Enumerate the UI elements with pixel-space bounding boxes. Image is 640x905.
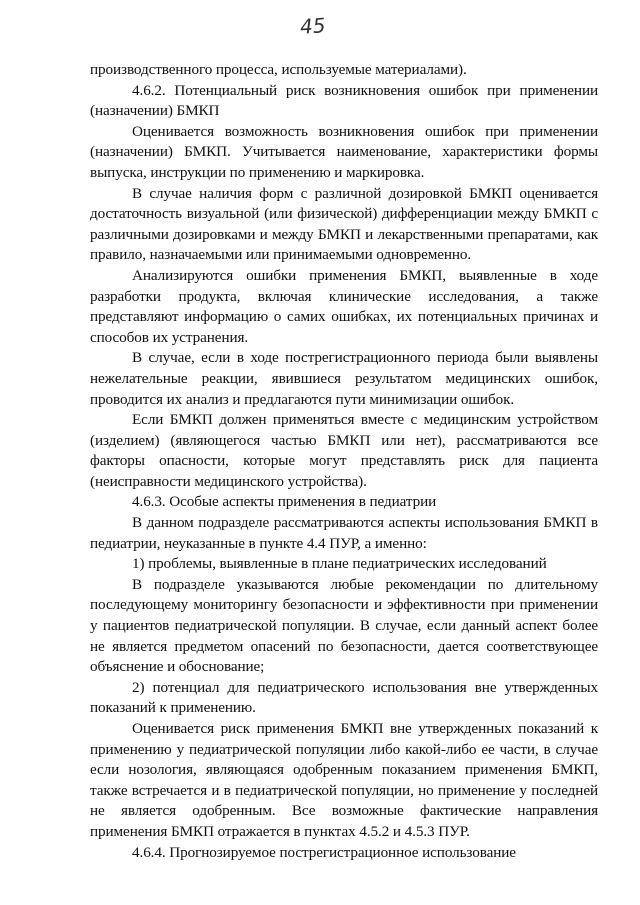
paragraph: Анализируются ошибки применения БМКП, выявленные в ходе разработки продукта, включая клинические исследования, а также представляют информацию о самих ошибках, их потенциальных причинах и способов их устранения. (90, 266, 598, 346)
paragraph: В случае, если в ходе пострегистрационного периода были выявлены нежелательные реакции, явившиеся результатом медицинских ошибок, проводится их анализ и предлагаются пути минимизации ошибок. (90, 349, 598, 408)
paragraph: Если БМКП должен применяться вместе с медицинским устройством (изделием) (являющегося частью БМКП или нет), рассматриваются все факторы опасности, которые могут представлять риск для пациента (неисправности медицинского устройства). (90, 411, 598, 490)
paragraph: В подразделе указываются любые рекомендации по длительному последующему мониторингу безопасности и эффективности при применении у пациентов педиатрической популяции. В случае, если данный аспект более не является предметом опасений по безопасности, дается соответствующее объяснение и обоснование; (90, 575, 598, 676)
section-heading: 4.6.2. Потенциальный риск возникновения ошибок при применении (назначении) БМКП (90, 81, 598, 120)
document-body (90, 60, 598, 863)
paragraph: Оценивается возможность возникновения ошибок при применении (назначении) БМКП. Учитывается наименование, характеристики формы выпуска, инструкции по применению и маркировка. (90, 122, 598, 181)
section-heading: 4.6.3. Особые аспекты применения в педиатрии (132, 493, 437, 511)
paragraph: производственного процесса, используемые материалами). (90, 61, 467, 78)
list-item: 2) потенциал для педиатрического использования вне утвержденных показаний к применению. (90, 678, 598, 717)
paragraph: В случае наличия форм с различной дозировкой БМКП оценивается достаточность визуальной (или физической) дифференциации между БМКП с различными дозировками и между БМКП и лекарственными препаратами, как правило, назначаемыми или принимаемыми одновременно. (90, 184, 598, 264)
list-item: 1) проблемы, выявленные в плане педиатрических исследований (132, 555, 547, 573)
page-number: 45 (299, 13, 327, 39)
section-heading: 4.6.4. Прогнозируемое пострегистрационное использование (132, 843, 516, 861)
paragraph: Оценивается риск применения БМКП вне утвержденных показаний к применению у педиатрической популяции либо какой-либо ее части, в случае если нозология, являющаяся одобренным показанием применения БМКП, также встречается и в педиатрической популяции, но применение у последней не является одобренным. Все возможные фактические направления применения БМКП отражается в пунктах 4.5.2 и 4.5.3 ПУР. (90, 720, 598, 840)
paragraph: В данном подразделе рассматриваются аспекты использования БМКП в педиатрии, неуказанные в пункте 4.4 ПУР, а именно: (90, 514, 598, 552)
